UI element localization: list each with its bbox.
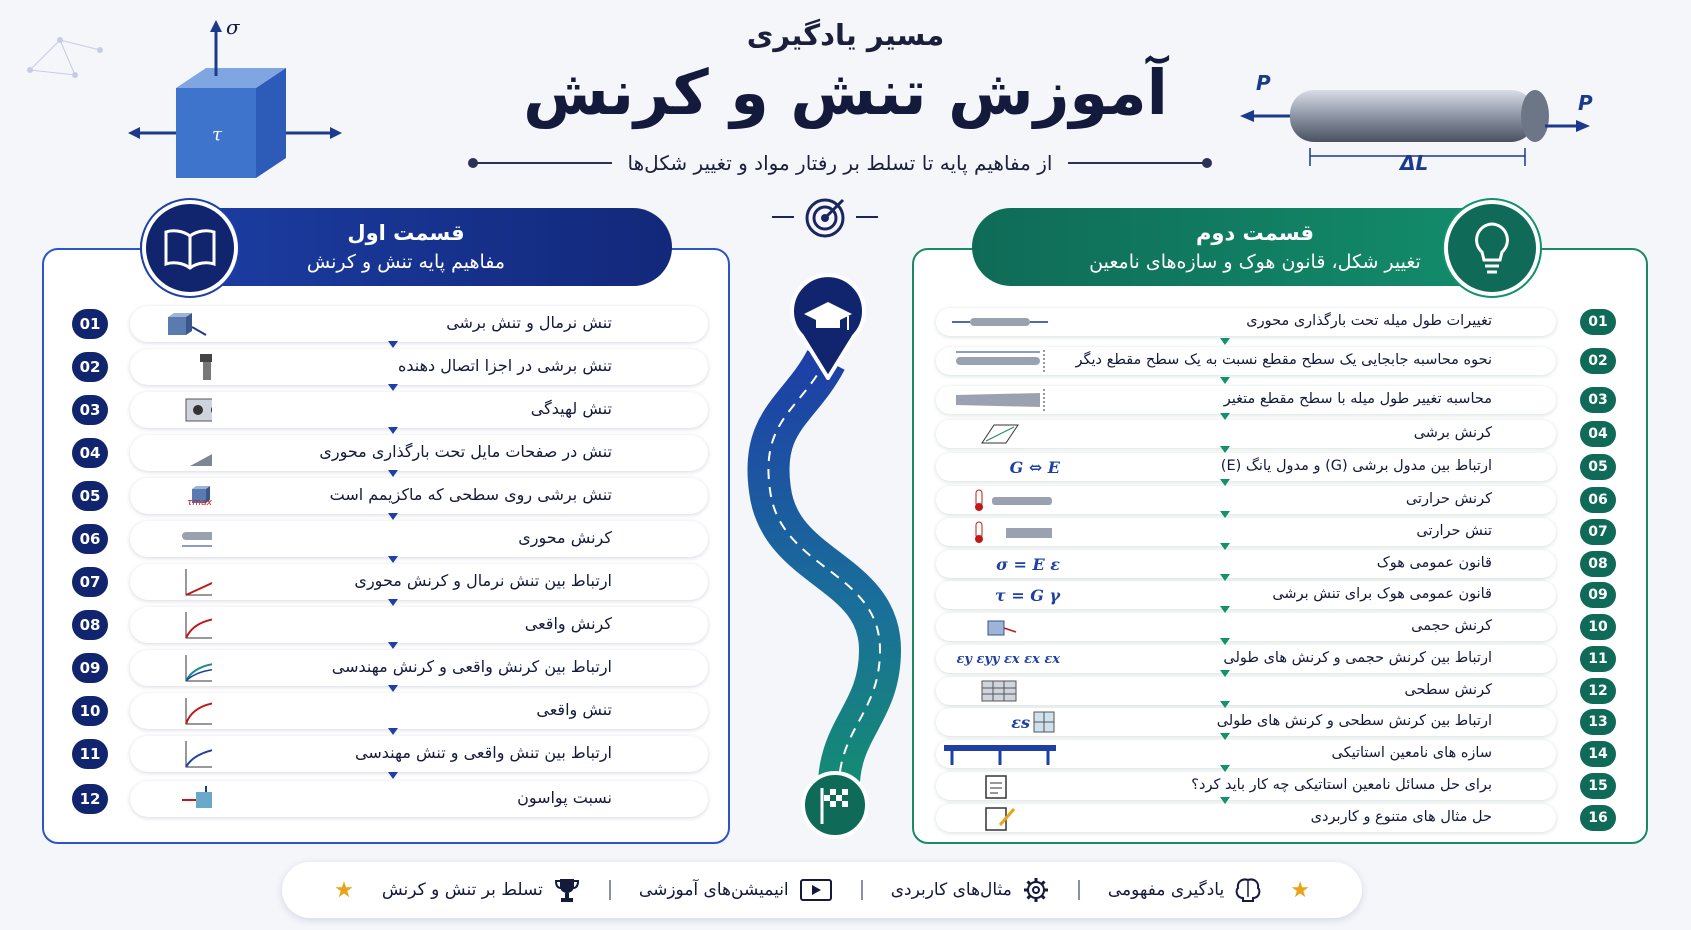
- flow-arrow: [388, 427, 398, 434]
- part2-item-number: 09: [1580, 582, 1616, 608]
- part2-item-number: 08: [1580, 551, 1616, 577]
- beam-supports-icon: [942, 741, 1060, 767]
- part1-item-02[interactable]: [130, 349, 708, 385]
- feature-label: تسلط بر تنش و کرنش: [381, 880, 543, 900]
- flow-arrow: [1220, 765, 1230, 772]
- gear-icon: [1022, 876, 1050, 904]
- feature-conceptual: [1108, 877, 1262, 903]
- tagline-line-right: [1068, 162, 1210, 164]
- part2-item-label: تغییرات طول میله تحت بارگذاری محوری: [1246, 313, 1492, 329]
- formula-text: G ⇔ E: [1009, 457, 1060, 477]
- cube-force-icon: [152, 309, 212, 339]
- sigma-label: σ: [226, 18, 240, 39]
- engineering-curve-graph-icon: [152, 739, 212, 769]
- target-line-right: [856, 216, 878, 218]
- feature-label: مثال‌های کاربردی: [890, 880, 1012, 900]
- flow-arrow: [1220, 377, 1230, 384]
- tapered-bar-icon: [942, 387, 1060, 413]
- feature-animations: [639, 877, 833, 903]
- part2-item-number: 10: [1580, 614, 1616, 640]
- grid-surface-icon: [942, 678, 1060, 704]
- part2-item-08[interactable]: [936, 550, 1556, 578]
- part2-item-label: برای حل مسائل نامعین استاتیکی چه کار باید کرد؟: [1191, 777, 1492, 793]
- flow-arrow: [388, 772, 398, 779]
- flow-arrow: [1220, 701, 1230, 708]
- tagline: از مفاهیم پایه تا تسلط بر رفتار مواد و تغییر شکل‌ها: [627, 151, 1053, 175]
- part2-item-15[interactable]: [936, 772, 1556, 800]
- part1-item-08[interactable]: [130, 607, 708, 643]
- separator: [1078, 880, 1080, 900]
- part1-item-label: تنش واقعی: [536, 700, 612, 719]
- features-bar: [282, 862, 1362, 918]
- part1-item-number: 01: [72, 309, 108, 339]
- clipboard-icon: [942, 773, 1060, 799]
- flow-arrow: [1220, 511, 1230, 518]
- video-icon: [799, 877, 833, 903]
- part2-item-label: قانون عمومی هوک: [1376, 555, 1492, 571]
- notepad-pencil-icon: [942, 805, 1060, 831]
- target-line-left: [772, 216, 794, 218]
- section-bar-icon: [942, 348, 1060, 374]
- header-kicker: مسیر یادگیری: [746, 18, 945, 52]
- flow-arrow: [388, 728, 398, 735]
- tau-max-cube-icon: [152, 481, 212, 511]
- feature-label: انیمیشن‌های آموزشی: [638, 880, 789, 900]
- formula-hooke: [942, 551, 1060, 577]
- flow-arrow: [1220, 574, 1230, 581]
- part2-item-number: 16: [1580, 805, 1616, 831]
- flow-arrow: [1220, 638, 1230, 645]
- part2-item-number: 03: [1580, 387, 1616, 413]
- part2-item-number: 12: [1580, 678, 1616, 704]
- part1-item-number: 03: [72, 395, 108, 425]
- formula-shear: [942, 582, 1060, 608]
- flow-arrow: [1220, 543, 1230, 550]
- feature-label: یادگیری مفهومی: [1107, 880, 1225, 900]
- part2-item-label: تنش حرارتی: [1416, 523, 1492, 539]
- flow-arrow: [1220, 606, 1230, 613]
- star-icon: ★: [334, 877, 354, 903]
- part1-item-number: 05: [72, 481, 108, 511]
- part1-item-label: نسبت پواسون: [517, 788, 612, 807]
- formula-text: εy εyy εx εx εx: [956, 651, 1060, 667]
- part2-item-number: 07: [1580, 519, 1616, 545]
- part2-item-05[interactable]: [936, 453, 1556, 481]
- separator: [609, 880, 611, 900]
- part2-item-label: قانون عمومی هوک برای تنش برشی: [1272, 586, 1492, 602]
- part1-item-number: 02: [72, 352, 108, 382]
- tau-label: τ: [212, 124, 222, 145]
- part2-item-11[interactable]: [936, 645, 1556, 673]
- part2-item-01[interactable]: [936, 308, 1556, 336]
- part2-item-label: نحوه محاسبه جابجایی یک سطح مقطع نسبت به یک سطح مقطع دیگر: [1075, 352, 1492, 368]
- bolt-icon: [152, 352, 212, 382]
- formula-text: εs: [1011, 712, 1030, 732]
- star-icon: ★: [1290, 877, 1310, 903]
- part2-item-label: ارتباط بین کرنش حجمی و کرنش های طولی: [1223, 650, 1492, 666]
- part2-item-number: 13: [1580, 709, 1616, 735]
- plate-holes-icon: [152, 395, 212, 425]
- flow-arrow: [388, 384, 398, 391]
- grid-surface-icon: [1030, 709, 1060, 735]
- part2-item-12[interactable]: [936, 677, 1556, 705]
- part1-item-label: تنش برشی در اجزا اتصال دهنده: [397, 356, 612, 375]
- part2-item-label: کرنش سطحی: [1404, 682, 1492, 698]
- part1-title: قسمت اول: [347, 221, 465, 245]
- part2-item-16[interactable]: [936, 804, 1556, 832]
- tagline-row: [470, 148, 1210, 178]
- part1-item-label: کرنش واقعی: [524, 614, 612, 633]
- part2-item-10[interactable]: [936, 613, 1556, 641]
- delta-l-label: ΔL: [1400, 151, 1429, 175]
- part1-item-label: تنش نرمال و تنش برشی: [446, 313, 612, 332]
- tau-max-label: τmax: [186, 498, 212, 508]
- part1-item-number: 11: [72, 739, 108, 769]
- part2-item-number: 05: [1580, 454, 1616, 480]
- part2-item-09[interactable]: [936, 581, 1556, 609]
- part2-item-04[interactable]: [936, 420, 1556, 448]
- part2-item-13[interactable]: [936, 708, 1556, 736]
- part1-item-number: 12: [72, 784, 108, 814]
- part2-item-number: 11: [1580, 646, 1616, 672]
- open-book-icon: [162, 226, 218, 270]
- part1-item-label: تنش لهیدگی: [530, 399, 612, 418]
- flow-arrow: [1220, 338, 1230, 345]
- linear-graph-icon: [152, 567, 212, 597]
- part2-item-number: 06: [1580, 487, 1616, 513]
- brain-icon: [1234, 877, 1262, 903]
- dual-curve-graph-icon: [152, 653, 212, 683]
- formula-g-e: [942, 454, 1060, 480]
- formula-text: τ = G γ: [994, 585, 1060, 605]
- formula-text: σ = E ε: [996, 554, 1060, 574]
- part2-item-06[interactable]: [936, 486, 1556, 514]
- graduation-cap-pin-icon: [786, 272, 870, 380]
- book-badge: [142, 200, 238, 296]
- flow-arrow: [1220, 733, 1230, 740]
- flow-arrow: [1220, 413, 1230, 420]
- axial-bar-icon: [152, 524, 212, 554]
- part1-item-number: 06: [72, 524, 108, 554]
- part2-item-label: کرنش برشی: [1413, 425, 1492, 441]
- part1-item-number: 10: [72, 696, 108, 726]
- inclined-plane-icon: [152, 438, 212, 468]
- part1-item-12[interactable]: [130, 781, 708, 817]
- volume-cube-icon: [942, 614, 1060, 640]
- part1-item-number: 07: [72, 567, 108, 597]
- stress-curve-graph-icon: [152, 696, 212, 726]
- part1-item-03[interactable]: [130, 392, 708, 428]
- shear-strain-icon: [942, 421, 1060, 447]
- lightbulb-icon: [1470, 220, 1514, 276]
- feature-mastery: [382, 876, 581, 904]
- curve-graph-icon: [152, 610, 212, 640]
- part2-item-number: 02: [1580, 348, 1616, 374]
- tagline-line-left: [470, 162, 612, 164]
- flow-arrow: [388, 513, 398, 520]
- part1-item-01[interactable]: [130, 306, 708, 342]
- part1-item-label: تنش برشی روی سطحی که ماکزیمم است: [329, 485, 612, 504]
- flow-arrow: [388, 341, 398, 348]
- bar-load-icon: [942, 309, 1060, 335]
- part2-item-number: 14: [1580, 741, 1616, 767]
- part1-item-number: 08: [72, 610, 108, 640]
- finish-flag-icon: [800, 770, 870, 840]
- separator: [861, 880, 863, 900]
- feature-examples: [891, 876, 1050, 904]
- part1-item-number: 09: [72, 653, 108, 683]
- p-left-label: P: [1256, 71, 1271, 95]
- part2-item-02[interactable]: [936, 347, 1556, 375]
- part2-item-label: کرنش حرارتی: [1405, 491, 1492, 507]
- part2-item-07[interactable]: [936, 518, 1556, 546]
- flow-arrow: [1220, 446, 1230, 453]
- part1-item-11[interactable]: [130, 736, 708, 772]
- part2-item-label: سازه های نامعین استاتیکی: [1331, 745, 1492, 761]
- trophy-icon: [553, 876, 581, 904]
- part2-title: قسمت دوم: [1196, 221, 1314, 245]
- part2-item-label: کرنش حجمی: [1411, 618, 1492, 634]
- target-icon: [803, 196, 847, 240]
- part1-item-05[interactable]: [130, 478, 708, 514]
- lightbulb-badge: [1444, 200, 1540, 296]
- part1-item-04[interactable]: [130, 435, 708, 471]
- surface-strain-thumb: [942, 709, 1060, 735]
- thermal-stress-icon: [942, 519, 1060, 545]
- flow-arrow: [388, 470, 398, 477]
- part2-item-14[interactable]: [936, 740, 1556, 768]
- flow-arrow: [388, 599, 398, 606]
- part1-item-label: ارتباط بین تنش واقعی و تنش مهندسی: [355, 743, 612, 762]
- part2-item-label: ارتباط بین مدول برشی (G) و مدول یانگ (E): [1220, 458, 1492, 474]
- flow-arrow: [1220, 797, 1230, 804]
- part2-item-03[interactable]: [936, 386, 1556, 414]
- flow-arrow: [1220, 670, 1230, 677]
- thermometer-bar-icon: [942, 487, 1060, 513]
- p-right-label: P: [1578, 91, 1593, 115]
- part1-item-09[interactable]: [130, 650, 708, 686]
- flow-arrow: [388, 642, 398, 649]
- part1-item-label: ارتباط بین تنش نرمال و کرنش محوری: [354, 571, 612, 590]
- part1-item-label: کرنش محوری: [518, 528, 612, 547]
- part1-item-number: 04: [72, 438, 108, 468]
- part1-item-label: ارتباط بین کرنش واقعی و کرنش مهندسی: [331, 657, 612, 676]
- part1-subtitle: مفاهیم پایه تنش و کرنش: [306, 251, 506, 273]
- part1-item-label: تنش در صفحات مایل تحت بارگذاری محوری: [319, 442, 612, 461]
- part1-item-07[interactable]: [130, 564, 708, 600]
- part2-item-label: ارتباط بین کرنش سطحی و کرنش های طولی: [1216, 713, 1492, 729]
- part2-item-number: 04: [1580, 421, 1616, 447]
- formula-strains: [942, 646, 1060, 672]
- part1-item-10[interactable]: [130, 693, 708, 729]
- part2-item-label: محاسبه تغییر طول میله با سطح مقطع متغیر: [1223, 391, 1492, 407]
- part1-item-06[interactable]: [130, 521, 708, 557]
- page-title: آموزش تنش و کرنش: [523, 56, 1168, 129]
- part2-item-label: حل مثال های متنوع و کاربردی: [1310, 809, 1492, 825]
- flow-arrow: [388, 556, 398, 563]
- part2-subtitle: تغییر شکل، قانون هوک و سازه‌های نامعین: [1089, 251, 1421, 273]
- poisson-cube-icon: [152, 784, 212, 814]
- part2-item-number: 01: [1580, 309, 1616, 335]
- flow-arrow: [1220, 479, 1230, 486]
- part2-item-number: 15: [1580, 773, 1616, 799]
- flow-arrow: [388, 685, 398, 692]
